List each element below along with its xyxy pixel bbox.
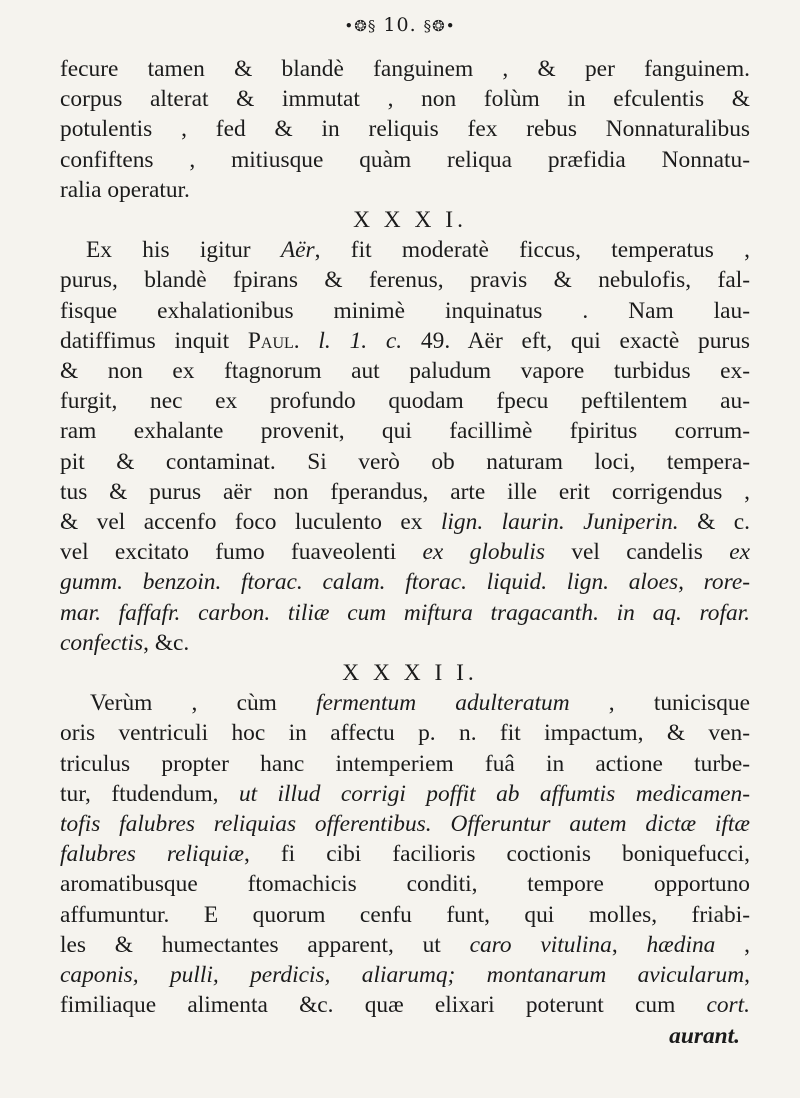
text-line: tofis falubres reliquias offerentibus. Offeruntur autem dictæ iftæ xyxy=(60,811,750,838)
text-line: confectis, &c. xyxy=(60,629,190,656)
page-number: 10. xyxy=(383,14,417,36)
text-line: oris ventriculi hoc in affectu p. n. fit impactum, & ven- xyxy=(60,720,750,747)
text-line: fecure tamen & blandè fanguinem , & per fanguinem. xyxy=(60,56,750,82)
text-line: fisque exhalationibus minimè inquinatus . Nam lau- xyxy=(60,297,750,324)
section-number-31: X X X I. xyxy=(353,207,467,234)
text-line: ram exhalante provenit, qui facillimè fpiritus corrum- xyxy=(60,418,750,445)
text-line: pit & contaminat. Si verò ob naturam loci, tempera- xyxy=(60,448,750,475)
text-line: affumuntur. E quorum cenfu funt, qui molles, friabi- xyxy=(60,901,750,928)
text-line: datiffimus inquit Paul. l. 1. c. 49. Aër eft, qui exactè purus xyxy=(60,327,750,354)
text-line: fimiliaque alimenta &c. quæ elixari poterunt cum cort. xyxy=(60,992,750,1019)
page-header xyxy=(0,14,800,36)
text-line: ralia operatur. xyxy=(60,176,190,203)
text-line: aromatibusque ftomachicis conditi, tempore opportuno xyxy=(60,871,750,898)
text-line: triculus propter hanc intemperiem fuâ in actione turbe- xyxy=(60,750,750,777)
text-line: Ex his igitur Aër, fit moderatè ficcus, temperatus , xyxy=(86,237,750,264)
text-line: purus, blandè fpirans & ferenus, pravis & nebulofis, fal- xyxy=(60,267,750,294)
text-line: & vel accenfo foco luculento ex lign. laurin. Juniperin. & c. xyxy=(60,509,750,536)
text-line: vel excitato fumo fuaveolenti ex globulis vel candelis ex xyxy=(60,539,750,566)
text-line: gumm. benzoin. ftorac. calam. ftorac. liquid. lign. aloes, rore- xyxy=(60,569,750,596)
catchword: aurant. xyxy=(669,1022,740,1049)
text-line: confiftens , mitiusque quàm reliqua præfidia Nonnatu- xyxy=(60,146,750,173)
text-line: falubres reliquiæ, fi cibi facilioris coctionis boniquefucci, xyxy=(60,841,750,868)
text-line: corpus alterat & immutat , non folùm in efculentis & xyxy=(60,86,750,113)
text-line: Verùm , cùm fermentum adulteratum , tunicisque xyxy=(90,690,750,717)
text-line: mar. faffafr. carbon. tiliæ cum miftura tragacanth. in aq. rofar. xyxy=(60,599,750,626)
section-number-32: X X X I I. xyxy=(342,660,478,687)
right-ornament: §❂• xyxy=(423,17,456,35)
text-line: caponis, pulli, perdicis, aliarumq; montanarum avicularum, xyxy=(60,962,750,989)
text-line: les & humectantes apparent, ut caro vitulina, hædina , xyxy=(60,931,750,958)
text-line: furgit, nec ex profundo quodam fpecu peftilentem au- xyxy=(60,388,750,415)
page-body xyxy=(60,54,750,1051)
left-ornament: •❂§ xyxy=(344,17,377,35)
text-line: tus & purus aër non fperandus, arte ille erit corrigendus , xyxy=(60,478,750,505)
text-line: & non ex ftagnorum aut paludum vapore turbidus ex- xyxy=(60,358,750,385)
text-line: potulentis , fed & in reliquis fex rebus Nonnaturalibus xyxy=(60,116,750,143)
text-line: tur, ftudendum, ut illud corrigi poffit ab affumtis medicamen- xyxy=(60,780,750,807)
